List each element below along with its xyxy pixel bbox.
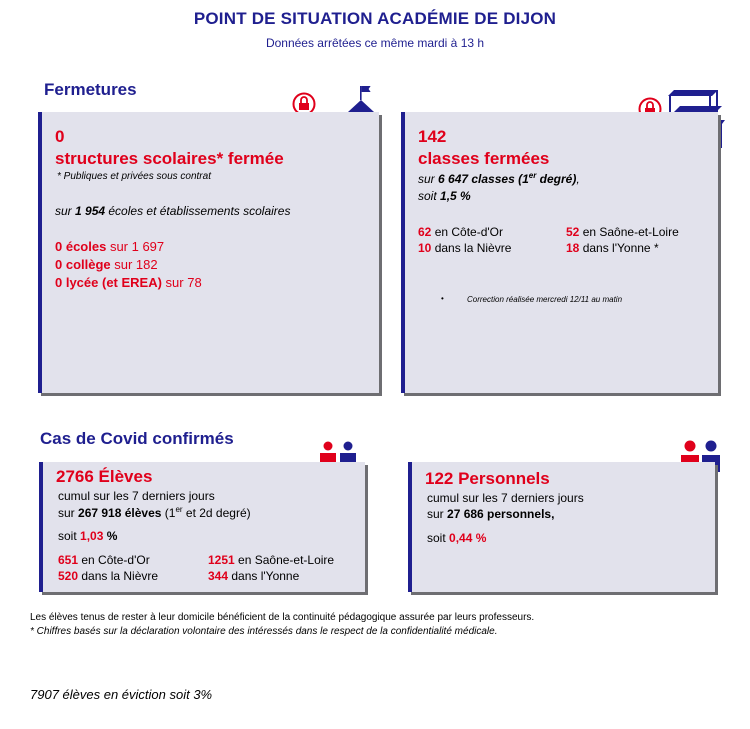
- staff-ratio: soit 0,44 %: [427, 531, 487, 545]
- footer-medical-note: * Chiffres basés sur la déclaration volontaire des intéressés dans le respect de la confidentialité médicale.: [30, 626, 498, 637]
- dept-nievre: 10 dans la Nièvre: [418, 241, 512, 255]
- dept-saone-et-loire: 52 en Saône-et-Loire: [566, 225, 679, 239]
- breakdown-row-colleges: 0 collège sur 182: [55, 257, 158, 272]
- students-dept-yonne: 344 dans l'Yonne: [208, 569, 300, 583]
- page-title: POINT DE SITUATION ACADÉMIE DE DIJON: [193, 9, 557, 28]
- footer-continuity-note: Les élèves tenus de rester à leur domicile bénéficient de la continuité pédagogique assurée par leurs professeurs.: [30, 612, 535, 623]
- dept-cote-dor: 62 en Côte-d'Or: [418, 225, 504, 239]
- structures-breakdown: [55, 238, 202, 292]
- dept-yonne: 18 dans l'Yonne *: [566, 241, 659, 255]
- section-heading-closures: Fermetures: [44, 80, 137, 99]
- staff-total: sur 27 686 personnels,: [427, 507, 555, 521]
- students-total: sur 267 918 élèves (1er et 2d degré): [58, 505, 251, 520]
- structures-total: sur 1 954 écoles et établissements scolaires: [55, 204, 291, 218]
- breakdown-row-lycees: 0 lycée (et EREA) sur 78: [55, 275, 202, 290]
- classes-count: 142: [418, 127, 447, 146]
- students-dept-saone-et-loire: 1251 en Saône-et-Loire: [208, 553, 335, 567]
- section-heading-covid: Cas de Covid confirmés: [40, 429, 234, 448]
- students-dept-cote-dor: 651 en Côte-d'Or: [58, 553, 150, 567]
- structures-label: structures scolaires* fermée: [55, 149, 284, 168]
- staff-period: cumul sur les 7 derniers jours: [427, 491, 584, 505]
- structures-card: [38, 112, 379, 393]
- breakdown-row-schools: 0 écoles sur 1 697: [55, 239, 165, 254]
- staff-card: [408, 462, 715, 592]
- students-period: cumul sur les 7 derniers jours: [58, 489, 215, 503]
- staff-headline: 122 Personnels: [425, 469, 550, 488]
- correction-note: Correction réalisée mercredi 12/11 au matin: [467, 295, 623, 304]
- students-headline: 2766 Élèves: [56, 467, 153, 486]
- students-card: [39, 462, 365, 592]
- students-dept-nievre: 520 dans la Nièvre: [58, 569, 159, 583]
- structures-note: * Publiques et privées sous contrat: [57, 171, 211, 182]
- eviction-note: 7907 élèves en éviction soit 3%: [30, 687, 213, 702]
- classes-card: [401, 112, 718, 393]
- classes-total: sur 6 647 classes (1er degré),: [418, 171, 580, 186]
- structures-count: 0: [55, 127, 65, 146]
- page-subtitle: Données arrêtées ce même mardi à 13 h: [265, 36, 485, 50]
- correction-bullet: •: [441, 294, 444, 303]
- classes-label: classes fermées: [418, 149, 550, 168]
- classes-ratio: soit 1,5 %: [418, 189, 471, 203]
- students-ratio: soit 1,03 %: [58, 529, 118, 543]
